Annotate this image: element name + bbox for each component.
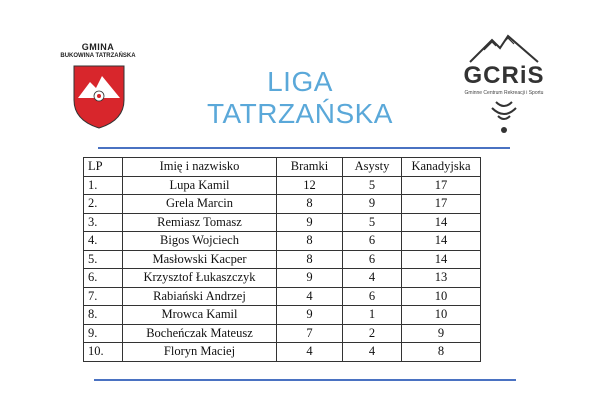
cell-lp: 4.: [84, 232, 123, 251]
league-table: [83, 157, 481, 362]
cell-name: Mrowca Kamil: [123, 306, 277, 325]
cell-canadian: 14: [402, 232, 481, 251]
cell-canadian: 17: [402, 195, 481, 214]
cell-goals: 9: [277, 269, 343, 288]
cell-name: Rabiański Andrzej: [123, 287, 277, 306]
cell-lp: 7.: [84, 287, 123, 306]
divider-bottom: [94, 379, 516, 381]
column-header-lp: LP: [84, 158, 123, 177]
cell-canadian: 14: [402, 250, 481, 269]
cell-assists: 1: [343, 306, 402, 325]
cell-name: Krzysztof Łukaszczyk: [123, 269, 277, 288]
cell-goals: 8: [277, 195, 343, 214]
cell-assists: 2: [343, 324, 402, 343]
cell-name: Floryn Maciej: [123, 343, 277, 362]
cell-lp: 1.: [84, 176, 123, 195]
cell-assists: 5: [343, 176, 402, 195]
table-row: [84, 324, 481, 343]
cell-name: Masłowski Kacper: [123, 250, 277, 269]
cell-goals: 4: [277, 287, 343, 306]
table-row: [84, 213, 481, 232]
gmina-logo-line1: GMINA: [81, 42, 115, 52]
column-header-goals: Bramki: [277, 158, 343, 177]
cell-canadian: 10: [402, 287, 481, 306]
cell-goals: 9: [277, 213, 343, 232]
column-header-assists: Asysty: [343, 158, 402, 177]
cell-goals: 8: [277, 250, 343, 269]
cell-name: Grela Marcin: [123, 195, 277, 214]
cell-goals: 7: [277, 324, 343, 343]
cell-goals: 12: [277, 176, 343, 195]
table-row: [84, 269, 481, 288]
gcris-logo-subtitle: Gminne Centrum Rekreacji i Sportu: [464, 90, 544, 96]
cell-assists: 6: [343, 232, 402, 251]
table-row: [84, 306, 481, 325]
crest-icon: [72, 64, 126, 130]
cell-assists: 4: [343, 343, 402, 362]
cell-goals: 8: [277, 232, 343, 251]
cell-lp: 10.: [84, 343, 123, 362]
gmina-logo-text: [52, 42, 144, 59]
table-row: [84, 176, 481, 195]
cell-goals: 4: [277, 343, 343, 362]
cell-canadian: 14: [402, 213, 481, 232]
cell-canadian: 8: [402, 343, 481, 362]
divider-top: [98, 147, 510, 149]
cell-lp: 5.: [84, 250, 123, 269]
cell-name: Bigos Wojciech: [123, 232, 277, 251]
cell-canadian: 9: [402, 324, 481, 343]
gmina-logo-line2: BUKOWINA TATRZAŃSKA: [60, 53, 136, 59]
cell-lp: 2.: [84, 195, 123, 214]
cell-lp: 8.: [84, 306, 123, 325]
cell-goals: 9: [277, 306, 343, 325]
column-header-canadian: Kanadyjska: [402, 158, 481, 177]
cell-lp: 9.: [84, 324, 123, 343]
column-header-name: Imię i nazwisko: [123, 158, 277, 177]
cell-name: Lupa Kamil: [123, 176, 277, 195]
page-title: LIGA TATRZAŃSKA: [207, 66, 393, 129]
gcris-logo-text: GCRiS: [463, 62, 545, 89]
table-row: [84, 250, 481, 269]
cell-name: Remiasz Tomasz: [123, 213, 277, 232]
cell-canadian: 10: [402, 306, 481, 325]
table-row: [84, 195, 481, 214]
table-row: [84, 287, 481, 306]
cell-name: Bocheńczak Mateusz: [123, 324, 277, 343]
cell-canadian: 17: [402, 176, 481, 195]
table-row: [84, 232, 481, 251]
cell-assists: 9: [343, 195, 402, 214]
cell-assists: 5: [343, 213, 402, 232]
cell-lp: 3.: [84, 213, 123, 232]
table-header-row: [84, 158, 481, 177]
cell-canadian: 13: [402, 269, 481, 288]
cell-assists: 6: [343, 250, 402, 269]
cell-assists: 4: [343, 269, 402, 288]
table-row: [84, 343, 481, 362]
cell-lp: 6.: [84, 269, 123, 288]
cell-assists: 6: [343, 287, 402, 306]
